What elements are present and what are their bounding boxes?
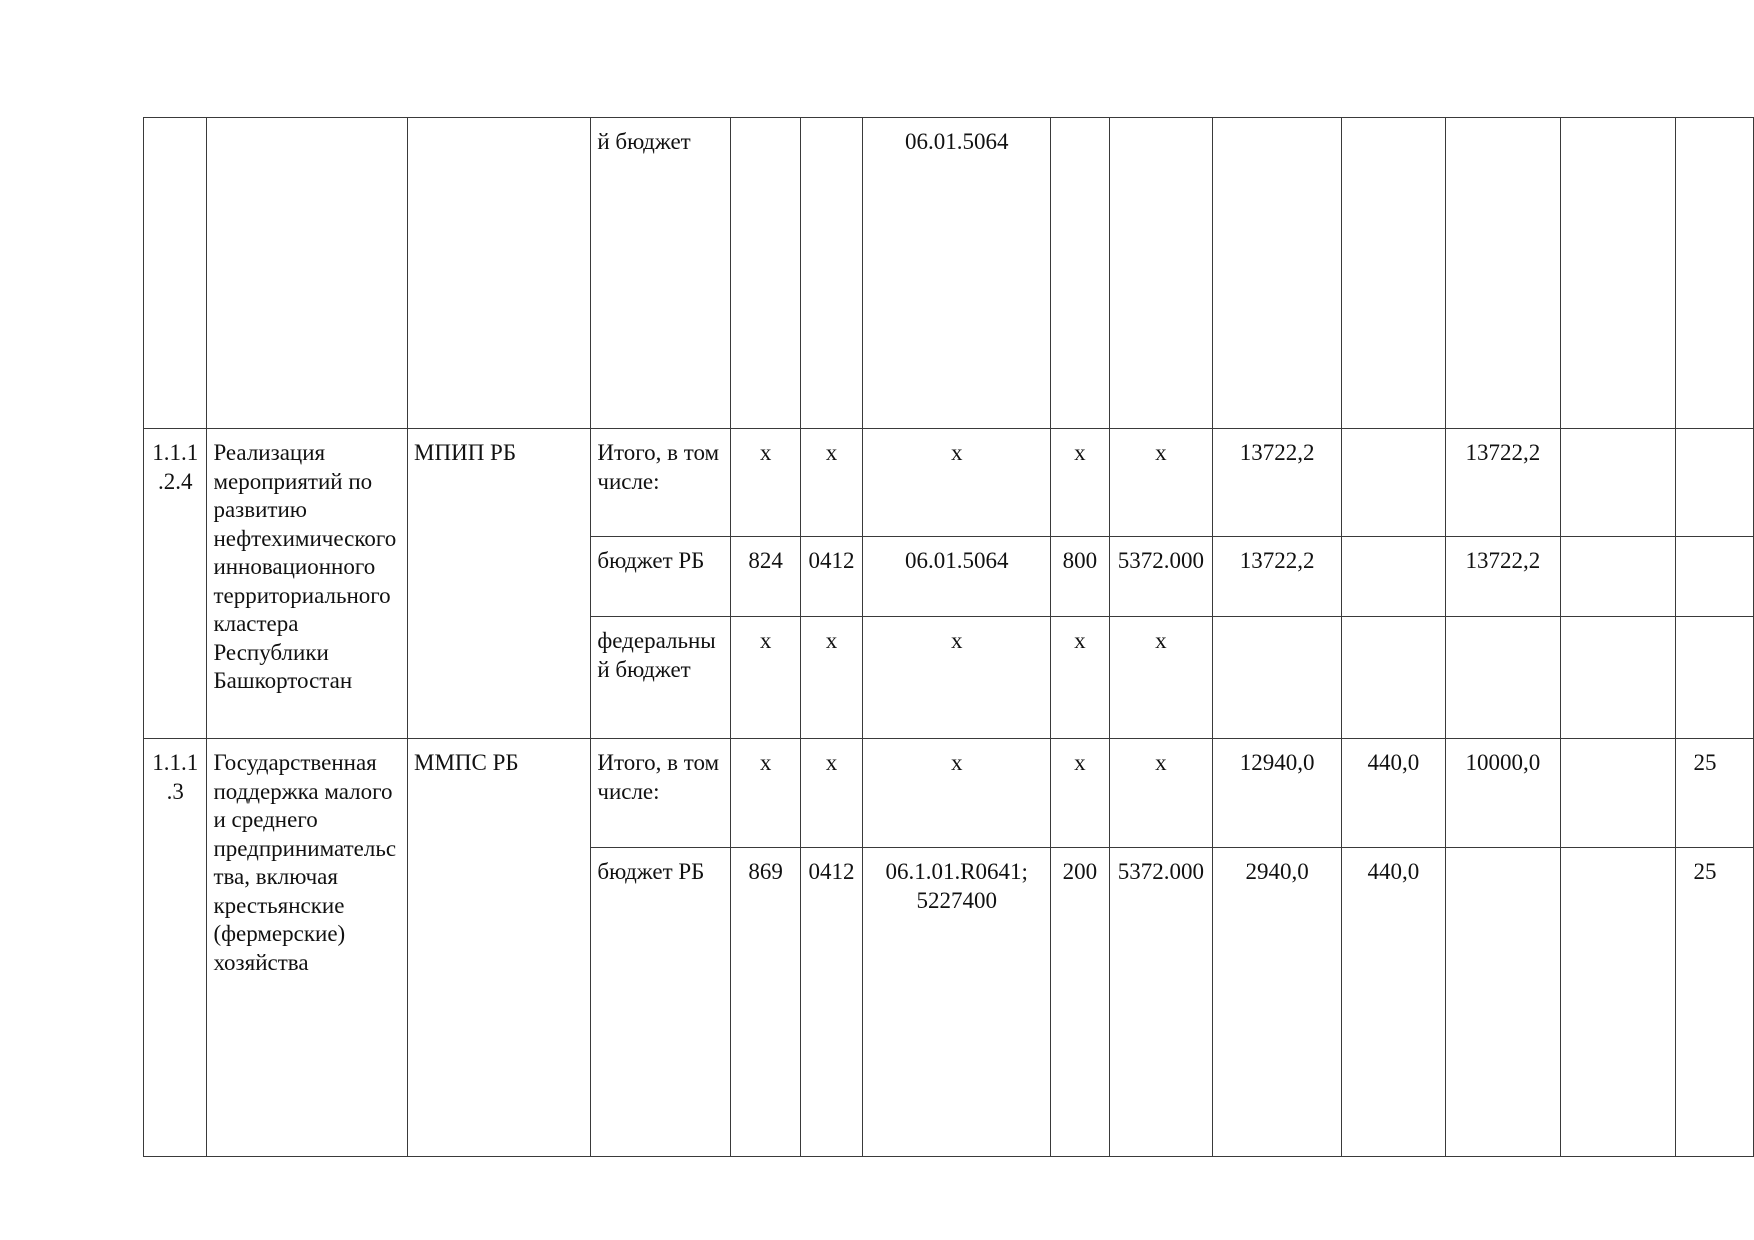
cell-y3 — [1561, 429, 1675, 537]
cell-y4: 25 — [1675, 739, 1754, 848]
cell-rz — [800, 118, 863, 429]
cell-total: 13722,2 — [1213, 537, 1342, 617]
cell-csr: x — [863, 739, 1051, 848]
cell-source: й бюджет — [591, 118, 731, 429]
cell-executor — [408, 118, 591, 429]
cell-total — [1213, 617, 1342, 739]
cell-kosgu: x — [1109, 429, 1212, 537]
cell-y2: 13722,2 — [1445, 429, 1561, 537]
cell-kosgu: 5372.000 — [1109, 537, 1212, 617]
table-row — [144, 429, 1754, 537]
cell-y3 — [1561, 118, 1675, 429]
cell-rz: x — [800, 617, 863, 739]
cell-grbs — [731, 118, 800, 429]
cell-y2 — [1445, 848, 1561, 1157]
table-row-continued — [144, 118, 1754, 429]
cell-vr: 800 — [1051, 537, 1110, 617]
cell-executor: ММПС РБ — [408, 739, 591, 1157]
cell-source: федеральный бюджет — [591, 617, 731, 739]
cell-total: 2940,0 — [1213, 848, 1342, 1157]
cell-y3 — [1561, 617, 1675, 739]
cell-y1: 440,0 — [1342, 739, 1445, 848]
cell-y3 — [1561, 739, 1675, 848]
cell-kosgu — [1109, 118, 1212, 429]
cell-y3 — [1561, 537, 1675, 617]
cell-y4: 25 — [1675, 848, 1754, 1157]
cell-csr: 06.01.5064 — [863, 537, 1051, 617]
cell-total: 13722,2 — [1213, 429, 1342, 537]
cell-number: 1.1.1 .2.4 — [144, 429, 207, 739]
cell-grbs: x — [731, 739, 800, 848]
cell-vr — [1051, 118, 1110, 429]
cell-rz: 0412 — [800, 537, 863, 617]
budget-table — [143, 117, 1754, 1157]
cell-source: Итого, в том числе: — [591, 739, 731, 848]
cell-csr: x — [863, 429, 1051, 537]
cell-number — [144, 118, 207, 429]
cell-y1 — [1342, 429, 1445, 537]
cell-kosgu: x — [1109, 617, 1212, 739]
cell-name — [207, 118, 408, 429]
cell-y1 — [1342, 118, 1445, 429]
cell-vr: 200 — [1051, 848, 1110, 1157]
cell-y2: 10000,0 — [1445, 739, 1561, 848]
cell-y4 — [1675, 118, 1754, 429]
cell-total — [1213, 118, 1342, 429]
cell-y4 — [1675, 429, 1754, 537]
cell-name: Реализация мероприятий по развитию нефтехимического инновационного территориального кластера Республики Башкортостан — [207, 429, 408, 739]
cell-grbs: 824 — [731, 537, 800, 617]
cell-csr: 06.1.01.R0641; 5227400 — [863, 848, 1051, 1157]
cell-source: бюджет РБ — [591, 848, 731, 1157]
cell-total: 12940,0 — [1213, 739, 1342, 848]
cell-y2 — [1445, 118, 1561, 429]
cell-grbs: 869 — [731, 848, 800, 1157]
cell-y3 — [1561, 848, 1675, 1157]
cell-y1 — [1342, 617, 1445, 739]
cell-csr: x — [863, 617, 1051, 739]
cell-rz: x — [800, 739, 863, 848]
cell-kosgu: x — [1109, 739, 1212, 848]
cell-name: Государственная поддержка малого и среднего предпринимательства, включая крестьянские (фермерские) хозяйства — [207, 739, 408, 1157]
cell-csr: 06.01.5064 — [863, 118, 1051, 429]
cell-y2: 13722,2 — [1445, 537, 1561, 617]
cell-y4 — [1675, 617, 1754, 739]
cell-source: бюджет РБ — [591, 537, 731, 617]
cell-y1 — [1342, 537, 1445, 617]
cell-executor: МПИП РБ — [408, 429, 591, 739]
cell-number: 1.1.1 .3 — [144, 739, 207, 1157]
cell-vr: x — [1051, 739, 1110, 848]
table-row — [144, 739, 1754, 848]
cell-y2 — [1445, 617, 1561, 739]
cell-source: Итого, в том числе: — [591, 429, 731, 537]
cell-kosgu: 5372.000 — [1109, 848, 1212, 1157]
cell-y1: 440,0 — [1342, 848, 1445, 1157]
cell-y4 — [1675, 537, 1754, 617]
cell-rz: x — [800, 429, 863, 537]
cell-vr: x — [1051, 429, 1110, 537]
cell-vr: x — [1051, 617, 1110, 739]
cell-rz: 0412 — [800, 848, 863, 1157]
cell-grbs: x — [731, 617, 800, 739]
cell-grbs: x — [731, 429, 800, 537]
